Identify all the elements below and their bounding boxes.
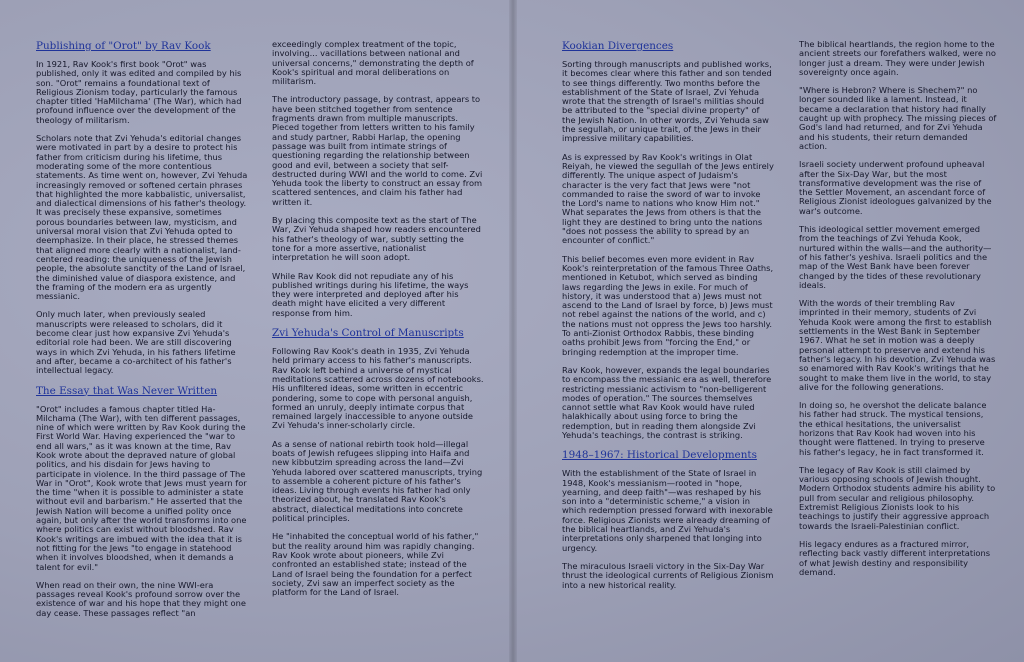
paragraph: He "inhabited the conceptual world of his father," but the reality around him was rapidly changing. Rav Kook wrote about pioneers, while Zvi confronted an established state; instead of the Land of Israel being the foundation for a perfect society, Zvi saw an imperfect society as the platform for the Land of Israel.: [272, 531, 479, 598]
paragraph: As a sense of national rebirth took hold—illegal boats of Jewish refugees slipping into Haifa and new kibbutzim spreading across the land—Zvi Yehuda labored over scattered manuscripts, trying to assemble a coherent picture of his father's ideas. Living through events his father had only theorized about, he translated Rav Kook's abstract, dialectical meditations into concrete political principles.: [272, 438, 483, 524]
column-4: [799, 40, 997, 654]
heading-historical-developments: 1948–1967: Historical Developments: [562, 449, 757, 462]
paragraph: The legacy of Rav Kook is still claimed by various opposing schools of Jewish thought. Modern Orthodox students admire his ability to pull from secular and religious philosophy. Extremist Religious Zionists look to his teachings to justify their aggressive approach towards the Israeli-Palestinian conflict.: [799, 464, 996, 531]
paragraph: Rav Kook, however, expands the legal boundaries to encompass the messianic era as well, therefore restricting messianic activism to "non-belligerent modes of operation." The sources themselves cannot settle what Rav Kook would have ruled halakhically about using force to bring the redemption, but in reading them alongside Zvi Yehuda's teachings, the contrast is striking.: [562, 364, 772, 440]
paragraph: Sorting through manuscripts and published works, it becomes clear where this father and son tended to see things differently. Two months before the establishment of the State of Israel, Zvi Yehuda wrote that the strength of Israel's militias should be attributed to the "special divine property" of the Jewish Nation. In other words, Zvi Yehuda saw the segullah, or unique trait, of the Jews in their impressive military capabilities.: [562, 59, 772, 144]
paragraph: "Where is Hebron? Where is Shechem?" no longer sounded like a lament. Instead, it became a declaration that history had finally caught up with prophecy. The missing pieces of God's land had returned, and for Zvi Yehuda and his students, their return demanded action.: [799, 85, 997, 151]
paragraph: This ideological settler movement emerged from the teachings of Zvi Yehuda Kook, nurtured within the walls—and the authority—of his father's yeshiva. Israeli politics and the map of the West Bank have been forever changed by the tides of these revolutionary ideals.: [799, 224, 992, 290]
heading-kookian-divergences: Kookian Divergences: [562, 40, 674, 52]
paragraph: His legacy endures as a fractured mirror, reflecting back vastly different interpretations of what Jewish destiny and responsibility demand.: [799, 538, 991, 577]
paragraph: Following Rav Kook's death in 1935, Zvi Yehuda held primary access to his father's manuscripts. Rav Kook left behind a universe of mystical meditations scattered across dozens of notebooks. His unfiltered ideas, some written in eccentric pondering, some to cope with personal anguish, formed an unruly, deeply intimate corpus that remained largely inaccessible to anyone outside Zvi Yehuda's inner-scholarly circle.: [272, 346, 484, 431]
paragraph: In doing so, he overshot the delicate balance his father had struck. The mystical tensions, the ethical hesitations, the universalist horizons that Rav Kook had woven into his thought were flattened. In trying to preserve his father's legacy, he in fact transformed it.: [799, 400, 987, 457]
heading-publishing-orot: Publishing of "Orot" by Rav Kook: [36, 40, 211, 52]
heading-essay-never-written: The Essay that Was Never Written: [36, 384, 218, 397]
column-3: [562, 40, 775, 654]
heading-control-of-manuscripts: Zvi Yehuda's Control of Manuscripts: [272, 327, 464, 340]
paragraph: When read on their own, the nine WWI-era passages reveal Kook's profound sorrow over the existence of war and his hope that they might one day cease. These passages reflect "an: [36, 579, 246, 618]
paragraph: This belief becomes even more evident in Rav Kook's reinterpretation of the famous Three Oaths, mentioned in Ketubot, which served as binding laws regarding the Jews in exile. For much of history, it was understood that a) Jews must not ascend to the Land of Israel by force, b) Jews must not rebel against the nations of the world, and c) the nations must not oppress the Jews too harshly. To anti-Zionist Orthodox Rabbis, these binding oaths prohibit Jews from "forcing the End," or bringing redemption at the improper time.: [562, 253, 774, 357]
paragraph: exceedingly complex treatment of the topic, involving... vacillations between national and universal concerns," demonstrating the depth of Kook's spiritual and moral deliberations on militarism.: [272, 40, 474, 87]
paragraph: In 1921, Rav Kook's first book "Orot" was published, only it was edited and compiled by his son. "Orot" remains a foundational text of Religious Zionism today, particularly the famous chapter titled 'HaMilchama' (The War), which had profound influence over the development of the theology of militarism.: [36, 59, 242, 125]
paragraph: Only much later, when previously sealed manuscripts were released to scholars, did it become clear just how expansive Zvi Yehuda's editorial role had been. We are still discovering ways in which Zvi Yehuda, in his fathers lifetime and after, became a co-architect of his father's intellectual legacy.: [36, 309, 236, 376]
paragraph: "Orot" includes a famous chapter titled Ha-Milchama (The War), with ten different passages, nine of which were written by Rav Kook during the First World War. Having experienced the "war to end all wars," as it was known at the time, Rav Kook wrote about the depraved nature of global politics, and his disdain for Jews having to participate in violence. In the third passage of The War in "Orot", Kook wrote that Jews must yearn for the time "when it is possible to administer a state without evil and barbarism." He asserted that the Jewish Nation will become a unified polity once again, but only after the world transforms into one where politics can exist without bloodshed. Rav Kook's writings are imbued with the idea that it is not fitting for the Jews "to engage in statehood when it involves bloodshed, when it demands a talent for evil.": [36, 403, 247, 572]
paragraph: With the words of their trembling Rav imprinted in their memory, students of Zvi Yehuda Kook were among the first to establish settlements in the West Bank in September 1967. What he set in motion was a deeply personal attempt to preserve and extend his father's legacy. In his devotion, Zvi Yehuda was so enamored with Rav Kook's writings that he sought to make them live in the world, to stay alive for the following generations.: [799, 298, 996, 392]
paragraph: The biblical heartlands, the region home to the ancient streets our forefathers walked, were no longer just a dream. They were under Jewish sovereignty once again.: [799, 40, 996, 77]
paragraph: As is expressed by Rav Kook's writings in Olat Reiyah, he viewed the segullah of the Jews entirely differently. The unique aspect of Judaism's character is the very fact that Jews were "not commanded to raise the sword of war to invoke the Lord's name to nations who know Him not." What separates the Jews from others is that the light they are destined to bring unto the nations "does not possess the ability to spread by an encounter of conflict.": [562, 151, 774, 246]
column-1: [36, 40, 248, 654]
paragraph: Israeli society underwent profound upheaval after the Six-Day War, but the most transformative development was the rise of the Settler Movement, an ascendant force of Religious Zionist ideologues galvanized by the war's outcome.: [799, 159, 992, 216]
paragraph: The miraculous Israeli victory in the Six-Day War thrust the ideological currents of Religious Zionism into a new historical reality.: [562, 560, 774, 590]
paragraph: With the establishment of the State of Israel in 1948, Kook's messianism—rooted in "hope, yearning, and deep faith"—was reshaped by his son into a "deterministic scheme," a vision in which redemption pressed forward with inexorable force. Religious Zionists were already dreaming of the biblical heartlands, and Zvi Yehuda's interpretations only sharpened that longing into urgency.: [562, 468, 773, 553]
paragraph: Scholars note that Zvi Yehuda's editorial changes were motivated in part by a desire to protect his father from criticism during his lifetime, thus moderating some of the more contentious statements. As time went on, however, Zvi Yehuda increasingly removed or softened certain phrases that highlighted the more kabbalistic, universalist, and dialectical dimensions of his father's theology. It was precisely these expansive, sometimes porous boundaries between law, mysticism, and universal moral vision that Zvi Yehuda opted to deemphasize. In their place, he stressed themes that aligned more clearly with a nationalist, land-centered reading: the uniqueness of the Jewish people, the absolute sanctity of the Land of Israel, the diminished value of diaspora existence, and the framing of the modern era as urgently messianic.: [36, 133, 248, 302]
paragraph: By placing this composite text as the start of The War, Zvi Yehuda shaped how readers encountered his father's theology of war, subtly setting the tone for a more assertive, nationalist interpretation he will soon adopt.: [272, 215, 481, 263]
paragraph: While Rav Kook did not repudiate any of his published writings during his lifetime, the ways they were interpreted and deployed after his death might have elicited a very different response from him.: [272, 270, 469, 318]
column-2: [272, 40, 484, 654]
page-fold: [509, 0, 517, 662]
paragraph: The introductory passage, by contrast, appears to have been stitched together from sentence fragments drawn from multiple manuscripts. Pieced together from letters written to his family and study partner, Rabbi Harlap, the opening passage was built from intimate strings of questioning regarding the relationship between good and evil, between a society that self-destructed during WWI and the world to come. Zvi Yehuda took the liberty to construct an essay from scattered sentences, and claim his father had written it.: [272, 94, 483, 207]
